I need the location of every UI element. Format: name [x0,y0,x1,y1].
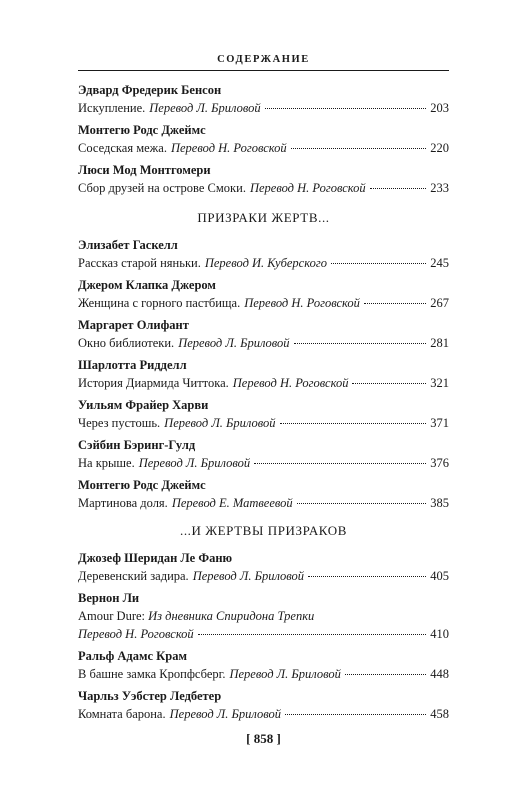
entry-line [78,254,449,272]
toc-entry [78,121,449,157]
entry-title: Соседская межа. [78,141,167,155]
entry-author: Монтегю Родс Джеймс [78,123,206,137]
entry-title: Мартинова доля. [78,496,168,510]
entry-author: Вернон Ли [78,591,140,605]
entry-title: На крыше. [78,456,135,470]
toc-entry [78,549,449,585]
entry-line [78,567,449,585]
entry-translator: Перевод Л. Бриловой [138,456,251,470]
entry-author: Уильям Фрайер Харви [78,398,209,412]
dot-leader [331,263,426,264]
entry-translator: Перевод Н. Роговской [232,376,349,390]
entry-translator: Перевод И. Куберского [204,256,327,270]
toc-entry [78,647,449,683]
section-title: ПРИЗРАКИ ЖЕРТВ... [197,210,330,225]
entry-title: Искупление. [78,101,146,115]
entry-translator: Перевод Н. Роговской [244,296,360,310]
entry-author: Джозеф Шеридан Ле Фаню [78,551,233,565]
entry-page: 281 [430,336,449,350]
toc-entry [78,396,449,432]
entry-translator: Перевод Л. Бриловой [178,336,290,350]
entry-translator: Перевод Н. Роговской [170,141,287,155]
entry-line [78,179,449,197]
entry-author: Сэйбин Бэринг-Гулд [78,438,196,452]
dot-leader [285,714,426,715]
page-number: [ 858 ] [246,731,281,746]
running-header: СОДЕРЖАНИЕ [217,54,310,65]
entry-page: 245 [430,256,449,270]
entry-author: Эдвард Фредерик Бенсон [78,83,222,97]
entry-line [78,99,449,117]
dot-leader [370,188,427,189]
entry-author: Джером Клапка Джером [78,278,216,292]
entry-page: 321 [430,376,449,390]
toc-entry [78,687,449,723]
entry-line [78,414,449,432]
entry-translator: Перевод Е. Матвеевой [171,496,293,510]
section-title: ...И ЖЕРТВЫ ПРИЗРАКОВ [179,523,348,538]
entry-page: 376 [430,456,449,470]
entry-line [78,625,449,643]
entry-translator: Перевод Л. Бриловой [149,101,261,115]
toc-entry [78,81,449,117]
entry-title: Рассказ старой няньки. [78,256,201,270]
entry-title: Amour Dure: [78,609,145,623]
entry-line [78,665,449,683]
entry-translator: Перевод Л. Бриловой [192,569,305,583]
entry-translator: Перевод Л. Бриловой [169,707,281,721]
entry-page: 267 [430,296,449,310]
toc-entry [78,276,449,312]
entry-subtitle: Из дневника Спиридона Трепки [148,609,315,623]
entry-author: Люси Мод Монтгомери [78,163,211,177]
dot-leader [291,148,427,149]
entry-title: Через пустошь. [78,416,161,430]
entry-author: Монтегю Родс Джеймс [78,478,206,492]
dot-leader [294,343,427,344]
entry-page: 448 [430,667,449,681]
entry-translator: Перевод Н. Роговской [78,627,194,641]
entry-title: Женщина с горного пастбища. [78,296,241,310]
dot-leader [352,383,426,384]
entry-subline [78,607,449,625]
entry-line [78,374,449,392]
dot-leader [297,503,427,504]
entry-author: Элизабет Гаскелл [78,238,178,252]
entry-page: 233 [430,181,449,195]
entry-title: Окно библиотеки. [78,336,175,350]
header-rule [78,70,449,71]
entry-page: 385 [430,496,449,510]
entry-translator: Перевод Л. Бриловой [229,667,341,681]
dot-leader [308,576,426,577]
dot-leader [265,108,427,109]
toc-entry [78,476,449,512]
entry-title: В башне замка Кропфсберг. [78,667,226,681]
entry-page: 405 [430,569,449,583]
toc-entry [78,356,449,392]
toc-entry [78,436,449,472]
dot-leader [280,423,427,424]
toc-entry [78,589,449,643]
entry-line [78,705,449,723]
entry-page: 371 [430,416,449,430]
entry-translator: Перевод Н. Роговской [249,181,366,195]
entry-page: 410 [430,627,449,641]
entry-translator: Перевод Л. Бриловой [164,416,276,430]
toc-entry [78,161,449,197]
entry-author: Маргарет Олифант [78,318,189,332]
entry-page: 458 [430,707,449,721]
entry-line [78,334,449,352]
toc-entry [78,236,449,272]
entry-line [78,494,449,512]
entry-author: Шарлотта Ридделл [78,358,187,372]
entry-author: Чарльз Уэбстер Ледбетер [78,689,222,703]
entry-line [78,139,449,157]
toc-entry [78,316,449,352]
entry-title: Деревенский задира. [78,569,189,583]
dot-leader [198,634,427,635]
entry-line [78,294,449,312]
dot-leader [345,674,426,675]
entry-author: Ральф Адамс Крам [78,649,187,663]
dot-leader [364,303,426,304]
entry-title: История Диармида Читтока. [78,376,229,390]
entry-title: Сбор друзей на острове Смоки. [78,181,246,195]
entry-page: 203 [430,101,449,115]
dot-leader [254,463,426,464]
entry-page: 220 [430,141,449,155]
entry-title: Комната барона. [78,707,166,721]
entry-line [78,454,449,472]
